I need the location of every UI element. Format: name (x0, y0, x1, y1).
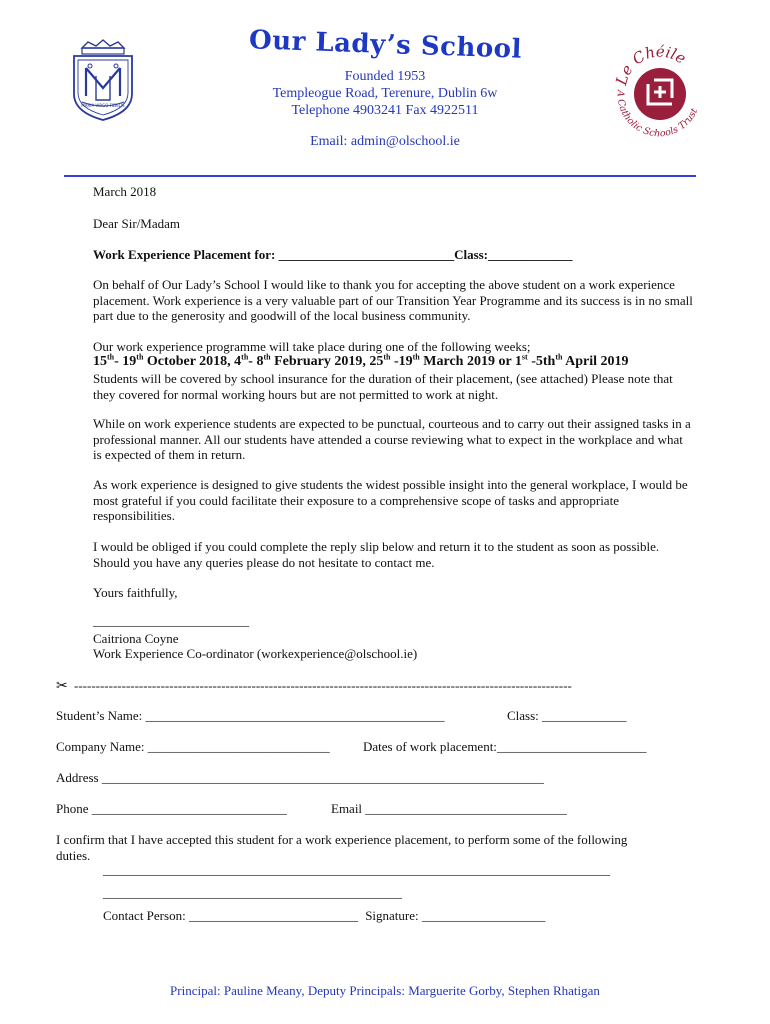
footer-principals: Principal: Pauline Meany, Deputy Principals: Marguerite Gorby, Stephen Rhatigan (170, 983, 600, 998)
student-name-label: Student’s Name: (56, 708, 143, 723)
contact-row (103, 908, 545, 924)
phone-field[interactable]: ______________________________ (91, 801, 287, 816)
student-name-field[interactable]: ______________________________________________ (145, 708, 445, 723)
paragraph-reply-request: I would be obliged if you could complete the reply slip below and return it to the student as soon as possible. Should you have any queries please do not hesitate to contact me. (93, 539, 660, 570)
paragraph-insight: As work experience is designed to give students the widest possible insight into the general workplace, I would be most grateful if you could facilitate their exposure to a comprehensive scope of tasks and appropriate responsibilities. (93, 477, 688, 523)
trust-logo-subtitle: A Catholic Schools Trust (614, 89, 701, 140)
phone-row (56, 801, 287, 817)
paragraph-conduct: While on work experience students are expected to be punctual, courteous and to carry out their assigned tasks in a professional manner. All our students have attended a course reviewing what to expect in the workplace and what is expected of them in return. (93, 416, 691, 462)
paragraph-insurance: Students will be covered by school insurance for the duration of their placement, (see attached) Please note that they covered for normal working hours but are not permitted to work at night. (93, 371, 673, 402)
cut-line (56, 678, 596, 695)
slip-email-label: Email (331, 801, 363, 816)
telephone-line: Telephone 4903241 Fax 4922511 (291, 103, 479, 118)
phone-label: Phone (56, 801, 89, 816)
signature-field[interactable]: ___________________ (421, 908, 546, 923)
trust-logo-icon (608, 40, 708, 140)
placement-label: Work Experience Placement for: (93, 247, 279, 262)
paragraph-thanks: On behalf of Our Lady’s School I would like to thank you for accepting the above student on a work experience placement. Work experience is a very valuable part of our Transition Year Programme and its success is in no small part due to the generosity and goodwill of the local business community. (93, 277, 693, 323)
crest-motto: MARIA VIRGO FIDELIS (81, 103, 125, 108)
address-row (56, 770, 544, 786)
class-label: Class: (454, 247, 489, 262)
closing: Yours faithfully, (93, 585, 178, 600)
founded-line: Founded 1953 (344, 69, 426, 84)
contact-label: Contact Person: (103, 908, 186, 923)
email-line[interactable]: Email: admin@olschool.ie (310, 134, 460, 149)
placement-line (93, 247, 693, 263)
scissors-icon: ✂ (56, 679, 68, 694)
company-row (56, 739, 330, 755)
signer-name: Caitriona Coyne (93, 631, 179, 646)
slip-email-field[interactable]: _______________________________ (365, 801, 567, 816)
address-line: Templeogue Road, Terenure, Dublin 6w (272, 86, 498, 101)
company-field[interactable]: ____________________________ (147, 739, 330, 754)
school-name-text: Our Lady’s School (248, 25, 522, 65)
salutation: Dear Sir/Madam (93, 216, 181, 231)
student-name-row (56, 708, 445, 724)
duties-line-1[interactable]: ______________________________________________________________________________ (103, 862, 610, 877)
dates-row (363, 739, 646, 755)
confirm-text: I confirm that I have accepted this student for a work experience placement, to perform some of the following duties. (56, 832, 628, 863)
paragraph-weeks-intro: Our work experience programme will take place during one of the following weeks; (93, 339, 531, 354)
company-label: Company Name: (56, 739, 145, 754)
placement-dates: 15th- 19th October 2018, 4th- 8th February 2019, 25th -19th March 2019 or 1st $-5th^{th}$ April 2019 (93, 352, 629, 369)
slip-class-field[interactable]: _____________ (542, 708, 627, 723)
header-divider (64, 175, 696, 177)
trust-logo-title: Le Chéile (612, 42, 690, 88)
duties-line-2[interactable]: ______________________________________________ (103, 885, 402, 900)
letter-date: March 2018 (93, 184, 157, 199)
placement-blank[interactable]: ___________________________ (278, 247, 455, 262)
signature-line: ________________________ (93, 613, 249, 628)
address-field[interactable]: ____________________________________________________________________ (101, 770, 544, 785)
dates-label: Dates of work placement: (363, 739, 497, 754)
email-row (331, 801, 567, 817)
cut-dashes: ------------------------------------------------------------------------------------------------------------------- (74, 678, 572, 693)
class-row (507, 708, 627, 724)
signature-label: Signature: (365, 908, 419, 923)
contact-field[interactable]: __________________________ (188, 908, 358, 923)
slip-class-label: Class: (507, 708, 539, 723)
address-label: Address (56, 770, 99, 785)
class-blank[interactable]: _____________ (488, 247, 573, 262)
dates-field[interactable]: _______________________ (496, 739, 647, 754)
signer-role: Work Experience Co-ordinator (workexperience@olschool.ie) (93, 646, 418, 661)
